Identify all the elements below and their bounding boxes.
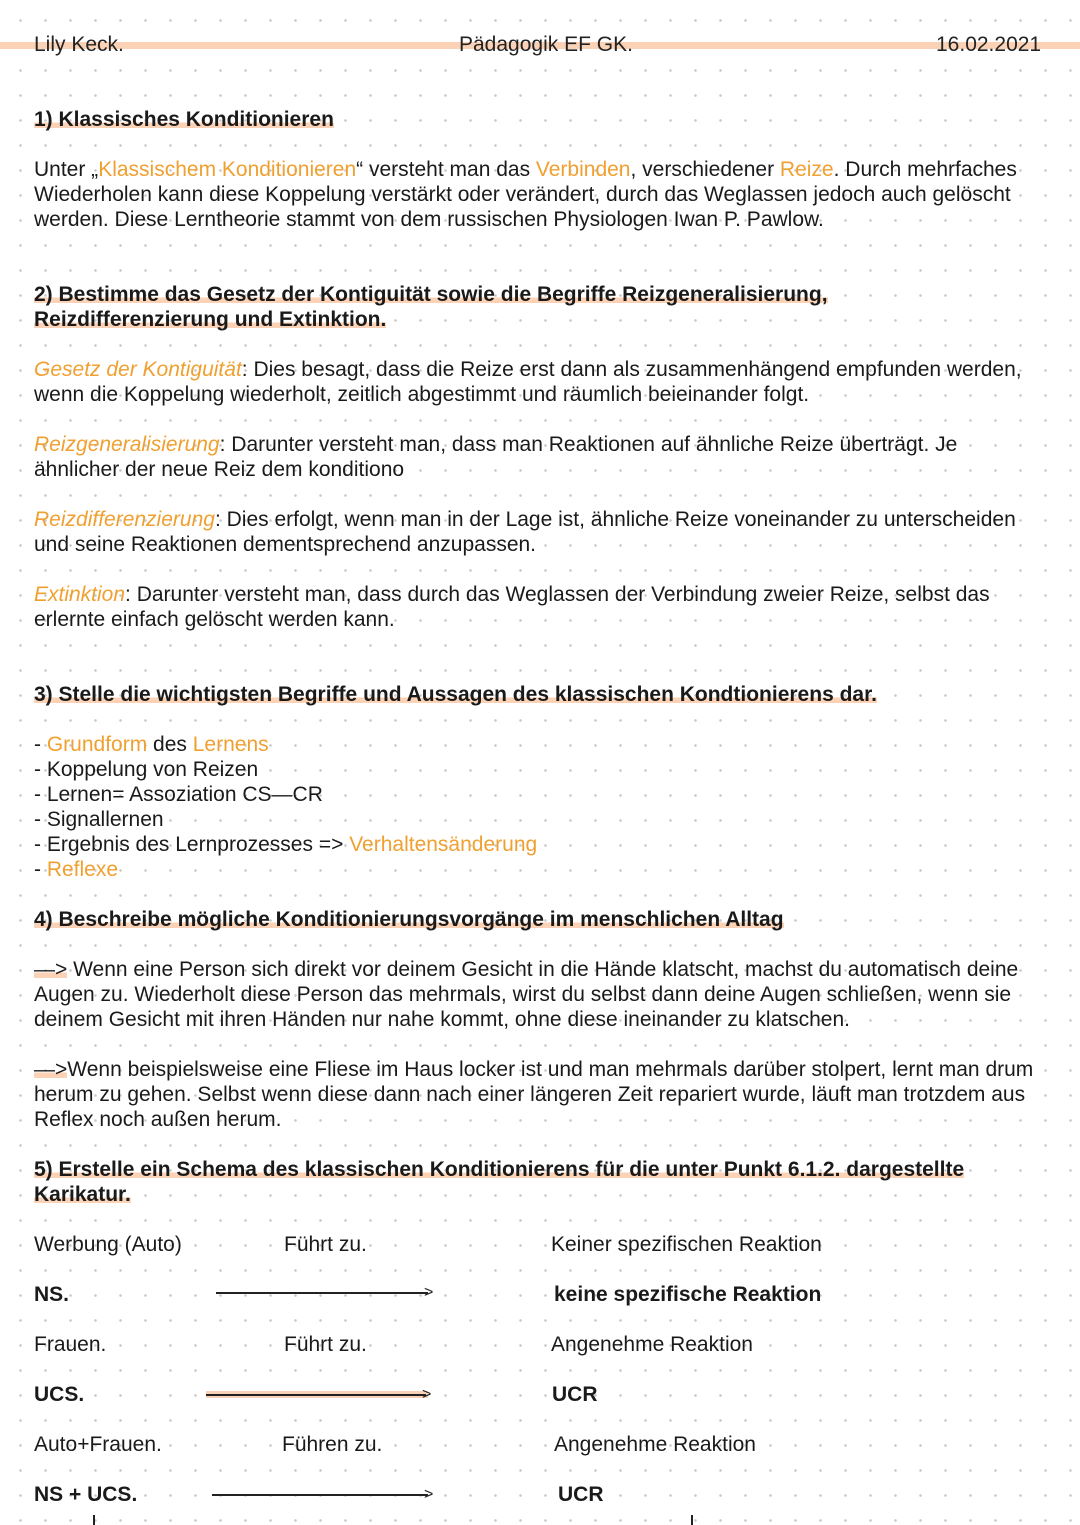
section-3-heading: 3) Stelle die wichtigsten Begriffe und Aussagen des klassischen Kondtionierens dar.: [34, 683, 877, 706]
schema-left-label: NS + UCS.: [34, 1483, 138, 1506]
schema-right-label: UCR: [558, 1483, 604, 1506]
arrow-marker: —>: [34, 958, 68, 981]
author-name: Lily Keck.: [34, 33, 124, 56]
schema-right-label: keine spezifische Reaktion: [554, 1283, 822, 1306]
term-verbinden: Verbinden: [535, 158, 631, 181]
list-item: - Signallernen: [34, 808, 164, 831]
arrow-right-icon: >: [206, 1385, 436, 1405]
schema-mid-label: Führt zu.: [284, 1233, 367, 1256]
term-gesetz-der-kontiguitaet: Gesetz der Kontiguität: [34, 358, 242, 381]
connector-line: [691, 1515, 693, 1525]
definition-reizgeneralisierung: Reizgeneralisierung: Darunter versteht man, dass man Reaktionen auf ähnliche Reize überträgt. Je ähnlicher der neue Reiz dem konditiono: [34, 433, 958, 481]
example-2-paragraph: —>Wenn beispielsweise eine Fliese im Haus locker ist und man mehrmals darüber stolpert, lernt man drum herum zu gehen. Selbst wenn diese dann nach einer längeren Zeit repariert wurde, läuft man trotzdem aus Reflex noch außen herum.: [34, 1058, 1034, 1131]
list-item: - Ergebnis des Lernprozesses => Verhaltensänderung: [34, 833, 538, 856]
schema-mid-label: Führt zu.: [284, 1333, 367, 1356]
section-4-heading: 4) Beschreibe mögliche Konditionierungsvorgänge im menschlichen Alltag: [34, 908, 784, 931]
list-item: - Lernen= Assoziation CS—CR: [34, 783, 323, 806]
connector-line: [93, 1515, 95, 1525]
course-title: Pädagogik EF GK.: [459, 33, 633, 56]
definition-extinktion: Extinktion: Darunter versteht man, dass durch das Weglassen der Verbindung zweier Reize, selbst das erlernte einfach gelöscht werden kann.: [34, 583, 990, 631]
schema-left-label: NS.: [34, 1283, 70, 1306]
example-1-paragraph: —> Wenn eine Person sich direkt vor deinem Gesicht in die Hände klatscht, machst du automatisch deine Augen zu. Wiederholt diese Person das mehrmals, wirst du selbst dann deine Augen schließen, wenn sie deinem Gesicht mit ihren Händen nur nahe kommt, ohne diese ineinander zu klatschen.: [34, 958, 1019, 1031]
schema-right-label: Keiner spezifischen Reaktion: [551, 1233, 822, 1256]
schema-left-label: Werbung (Auto): [34, 1233, 182, 1256]
definition-reizdifferenzierung: Reizdifferenzierung: Dies erfolgt, wenn man in der Lage ist, ähnliche Reize voneinander zu unterscheiden und seine Reaktionen dementsprechend anzupassen.: [34, 508, 1016, 556]
term-extinktion: Extinktion: [34, 583, 126, 606]
list-item: - Koppelung von Reizen: [34, 758, 259, 781]
section-1-paragraph: Unter „Klassischem Konditionieren“ versteht man das Verbinden, verschiedener Reize. Durch mehrfaches Wiederholen kann diese Koppelung verstärkt oder verändert, durch das Weglassen jedoch auch gelöscht werden. Diese Lerntheorie stammt von dem russischen Physiologen Iwan P. Pawlow.: [34, 158, 1017, 231]
term-reizdifferenzierung: Reizdifferenzierung: [34, 508, 215, 531]
term-reizgeneralisierung: Reizgeneralisierung: [34, 433, 220, 456]
section-2-heading: 2) Bestimme das Gesetz der Kontiguität sowie die Begriffe Reizgeneralisierung, Reizdifferenzierung und Extinktion.: [34, 283, 828, 331]
section-5-heading: 5) Erstelle ein Schema des klassischen Konditionierens für die unter Punkt 6.1.2. dargestellte Karikatur.: [34, 1158, 965, 1206]
schema-right-label: UCR: [552, 1383, 598, 1406]
arrow-right-icon: >: [216, 1283, 438, 1303]
section-1-heading: 1) Klassisches Konditionieren: [34, 108, 334, 131]
arrow-marker: —>: [34, 1058, 68, 1081]
document-date: 16.02.2021: [936, 33, 1042, 56]
term-klassisches-konditionieren: Klassischem Konditionieren: [98, 158, 357, 181]
schema-left-label: Auto+Frauen.: [34, 1433, 162, 1456]
schema-left-label: Frauen.: [34, 1333, 107, 1356]
list-item: - Reflexe: [34, 858, 119, 881]
definition-kontiguitaet: Gesetz der Kontiguität: Dies besagt, dass die Reize erst dann als zusammenhängend empfunden werden, wenn die Koppelung wiederholt, zeitlich abgestimmt und räumlich beieinander folgt.: [34, 358, 1022, 406]
schema-mid-label: Führen zu.: [282, 1433, 383, 1456]
term-reize: Reize: [779, 158, 834, 181]
section-3-list: [34, 732, 1034, 882]
list-item: - Grundform des Lernens: [34, 733, 269, 756]
schema-right-label: Angenehme Reaktion: [554, 1433, 756, 1456]
arrow-right-icon: >: [212, 1485, 438, 1505]
schema-right-label: Angenehme Reaktion: [551, 1333, 753, 1356]
schema-left-label: UCS.: [34, 1383, 85, 1406]
